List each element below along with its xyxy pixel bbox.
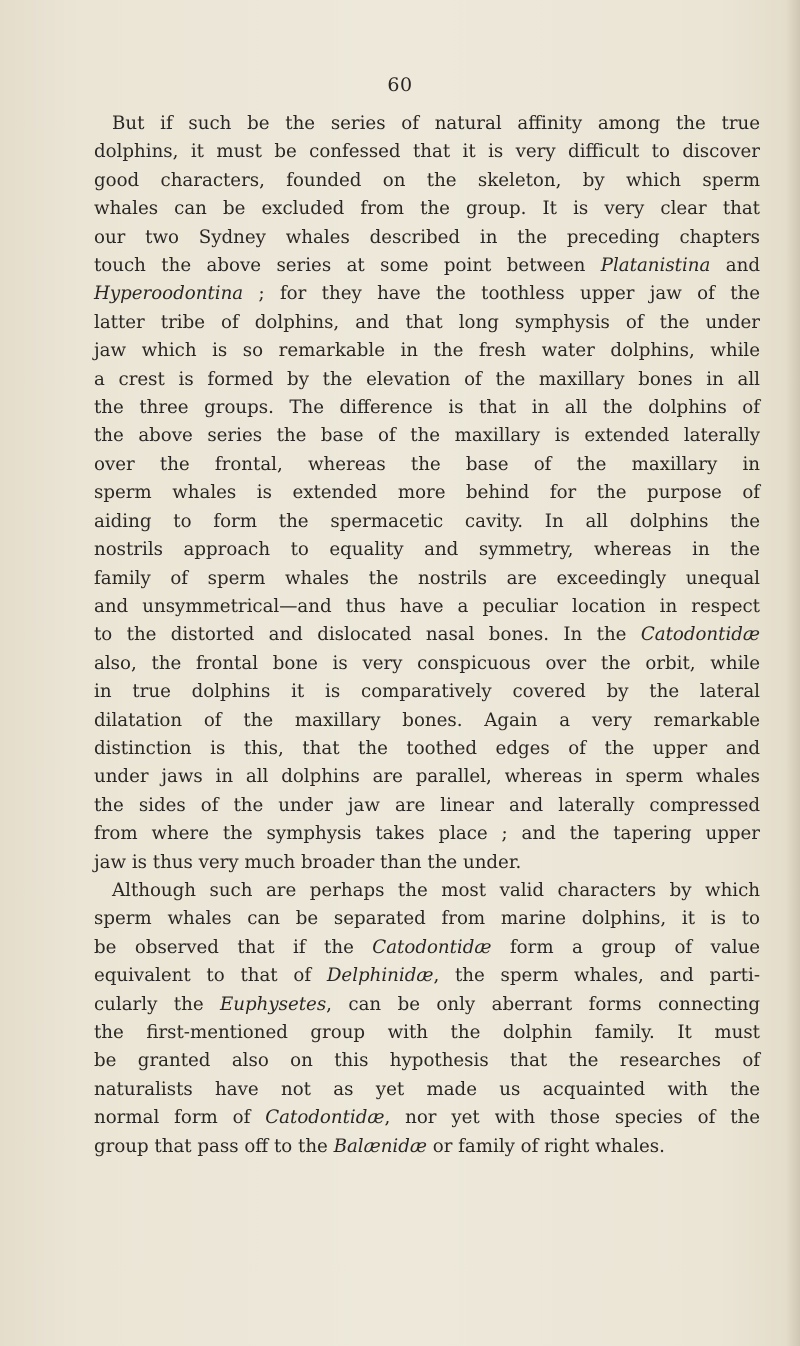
text-line (94, 479, 760, 507)
text-line (94, 962, 760, 990)
text-run: dolphins, it must be confessed that it is very difficult to discover (94, 141, 760, 163)
text-line (94, 1076, 760, 1104)
text-line (94, 422, 760, 450)
text-run: our two Sydney whales described in the preceding chapters (94, 226, 760, 248)
italic-taxon: Balænidæ (333, 1135, 427, 1157)
text-line (94, 1133, 760, 1161)
text-run: normal form of (94, 1107, 266, 1129)
text-run: from where the symphysis takes place ; and the tapering upper (94, 823, 760, 845)
text-line (94, 849, 760, 877)
text-line (94, 792, 760, 820)
text-run: under jaws in all dolphins are parallel, whereas in sperm whales (94, 766, 760, 788)
italic-taxon: Catodontidæ (640, 624, 760, 646)
text-run: dilatation of the maxillary bones. Again a very remarkable (94, 709, 760, 731)
text-run: sperm whales can be separated from marine dolphins, it is to (94, 908, 760, 930)
text-line (94, 195, 760, 223)
text-run: the above series the base of the maxillary is extended laterally (94, 425, 760, 447)
text-run: ; for they have the toothless upper jaw of the (243, 283, 760, 305)
page-edge-shadow (786, 0, 800, 1346)
text-line (94, 337, 760, 365)
text-line (94, 309, 760, 337)
text-line (94, 1047, 760, 1075)
text-run: and (710, 255, 760, 277)
text-run: distinction is this, that the toothed edges of the upper and (94, 737, 760, 759)
text-line (94, 280, 760, 308)
text-line (94, 167, 760, 195)
text-run: the three groups. The difference is that in all the dolphins of (94, 397, 760, 419)
text-run: family of sperm whales the nostrils are exceedingly unequal (94, 567, 760, 589)
text-run: be observed that if the (94, 936, 373, 958)
text-run: over the frontal, whereas the base of the maxillary in (94, 453, 760, 475)
text-run: whales can be excluded from the group. It is very clear that (94, 198, 760, 220)
text-run: naturalists have not as yet made us acquainted with the (94, 1078, 760, 1100)
text-run: , nor yet with those species of the (384, 1107, 760, 1129)
text-run: to the distorted and dislocated nasal bones. In the (94, 624, 641, 646)
text-run: in true dolphins it is comparatively covered by the lateral (94, 681, 760, 703)
text-line (94, 678, 760, 706)
text-line (94, 1019, 760, 1047)
text-run: aiding to form the spermacetic cavity. In all dolphins the (94, 510, 760, 532)
italic-taxon: Platanistina (600, 255, 711, 277)
text-line (94, 110, 760, 138)
text-line (94, 394, 760, 422)
text-run: group that pass off to the (94, 1135, 334, 1157)
text-run: or family of right whales. (426, 1135, 665, 1157)
text-line (94, 905, 760, 933)
text-line (94, 366, 760, 394)
text-run: latter tribe of dolphins, and that long symphysis of the under (94, 311, 760, 333)
italic-taxon: Delphinidæ (326, 965, 434, 987)
text-line (94, 735, 760, 763)
paragraph (94, 877, 760, 1161)
text-run: cularly the (94, 993, 221, 1015)
text-run: , can be only aberrant forms connecting (326, 993, 760, 1015)
text-line (94, 536, 760, 564)
text-line (94, 877, 760, 905)
text-line (94, 508, 760, 536)
text-run: But if such be the series of natural affinity among the true (112, 113, 760, 134)
text-line (94, 138, 760, 166)
text-run: the first-mentioned group with the dolphin family. It must (94, 1022, 760, 1043)
text-run: Although such are perhaps the most valid characters by which (112, 879, 760, 901)
text-line (94, 252, 760, 280)
text-run: , the sperm whales, and parti- (433, 965, 760, 987)
text-line (94, 621, 760, 649)
text-run: equivalent to that of (94, 965, 327, 987)
italic-taxon: Hyperoodontina (94, 283, 244, 305)
italic-taxon: Catodontidæ (372, 936, 492, 958)
text-line (94, 820, 760, 848)
text-line (94, 763, 760, 791)
text-line (94, 991, 760, 1019)
text-run: sperm whales is extended more behind for the purpose of (94, 482, 760, 504)
text-line (94, 934, 760, 962)
text-line (94, 451, 760, 479)
text-run: jaw is thus very much broader than the under. (94, 851, 522, 873)
text-run: form a group of value (491, 936, 760, 958)
text-line (94, 707, 760, 735)
page-number: 60 (387, 74, 413, 96)
text-run: nostrils approach to equality and symmetry, whereas in the (94, 539, 760, 561)
text-line (94, 650, 760, 678)
text-line (94, 224, 760, 252)
text-run: be granted also on this hypothesis that the researches of (94, 1050, 760, 1072)
text-line (94, 593, 760, 621)
paragraph (94, 110, 760, 877)
text-run: the sides of the under jaw are linear and laterally compressed (94, 794, 760, 816)
text-line (94, 1104, 760, 1132)
text-run: also, the frontal bone is very conspicuous over the orbit, while (94, 652, 760, 674)
text-line (94, 565, 760, 593)
text-run: jaw which is so remarkable in the fresh water dolphins, while (94, 340, 760, 362)
italic-taxon: Euphysetes (220, 993, 327, 1015)
italic-taxon: Catodontidæ (265, 1107, 385, 1129)
text-run: good characters, founded on the skeleton, by which sperm (94, 169, 760, 191)
text-run: touch the above series at some point between (94, 255, 601, 277)
body-text (94, 110, 760, 1161)
text-run: a crest is formed by the elevation of the maxillary bones in all (94, 368, 760, 390)
text-run: and unsymmetrical—and thus have a peculiar location in respect (94, 595, 760, 617)
